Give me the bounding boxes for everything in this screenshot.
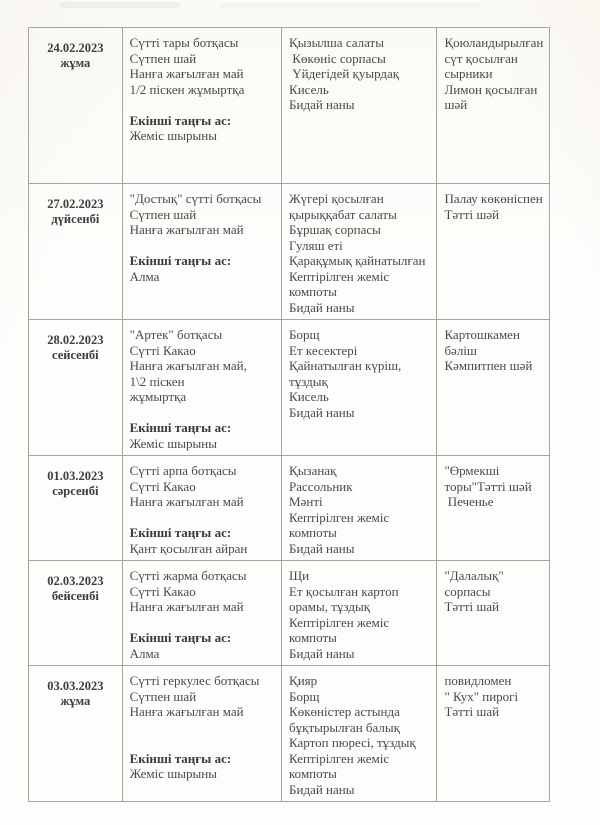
menu-item-line: Сүтті Какао [129, 342, 196, 358]
breakfast-cell [123, 666, 282, 801]
second-breakfast-label: Екінші таңғы ас: [129, 112, 232, 128]
second-breakfast-label: Екінші таңғы ас: [129, 420, 232, 435]
lunch-cell [282, 666, 437, 801]
date-cell [29, 561, 123, 665]
menu-item-line: Борщ [289, 327, 320, 342]
weekday-text: жұма [60, 694, 91, 708]
menu-item-line: 1/2 піскен жұмыртқа [129, 81, 245, 97]
menu-item-line: Қоюландырылған сүт қосылған сырники [444, 35, 547, 81]
menu-item-line: Тәтті шәй [444, 206, 500, 222]
menu-item-line: Лимон қосылған шәй [444, 81, 541, 112]
weekday-text: сейсенбі [52, 348, 99, 362]
menu-item-line: Қайнатылған күріш, тұздық [289, 358, 405, 389]
menu-item-line: Бидай наны [289, 645, 355, 661]
blank-line [130, 405, 278, 421]
menu-item-line: Щи [289, 568, 310, 583]
lunch-cell [282, 561, 437, 665]
menu-table [28, 27, 550, 802]
menu-item-line: Қызанақ [289, 463, 337, 478]
menu-item-line: Нанға жағылған май, [129, 358, 247, 373]
blank-line [130, 720, 278, 736]
date-text: 24.02.2023 [47, 41, 104, 55]
blank-line [130, 615, 278, 631]
table-row [29, 456, 549, 561]
menu-item-line: Сүтті Какао [129, 583, 196, 599]
menu-item-line: Нанға жағылған май [129, 704, 244, 719]
lunch-cell [282, 28, 437, 183]
menu-item-line: Кептірілген жеміс компоты [289, 750, 393, 781]
menu-item-line: Жүгері қосылған қырыққабат салаты [289, 191, 397, 222]
menu-item-line: Нанға жағылған май [129, 494, 244, 509]
scan-artifact [220, 3, 480, 8]
date-text: 03.03.2023 [47, 679, 104, 693]
menu-item-line: Қант қосылған айран [129, 540, 248, 556]
weekday-text: жұма [60, 56, 91, 70]
breakfast-cell [123, 28, 282, 183]
menu-item-line: повидломен [444, 673, 512, 688]
menu-item-line: Нанға жағылған май [129, 222, 244, 237]
date-text: 01.03.2023 [47, 469, 104, 483]
menu-item-line: Рассольник [289, 478, 353, 494]
menu-item-line: Алма [129, 645, 160, 661]
weekday-text: бейсенбі [51, 589, 99, 603]
lunch-cell [282, 456, 437, 560]
menu-item-line: Бидай наны [289, 781, 355, 797]
snack-cell [437, 666, 549, 801]
second-breakfast-label: Екінші таңғы ас: [129, 253, 232, 268]
weekday-text: сәрсенбі [52, 484, 99, 498]
menu-item-line: Мәнті [289, 494, 323, 509]
menu-item-line: Бидай наны [289, 540, 355, 556]
menu-item-line: Сүтпен шай [129, 206, 197, 222]
blank-line [130, 735, 278, 751]
date-cell [29, 28, 123, 183]
menu-item-line: Картоп пюресі, тұздық [289, 735, 416, 750]
menu-item-line: Жеміс шырыны [129, 766, 217, 781]
lunch-cell [282, 320, 437, 455]
menu-item-line: Бидай наны [289, 299, 355, 315]
blank-line [130, 238, 278, 254]
weekday-text: дүйсенбі [51, 212, 100, 226]
menu-item-line: Сүтті Какао [129, 478, 196, 494]
second-breakfast-label: Екінші таңғы ас: [129, 525, 232, 540]
menu-item-line: Ет қосылған картоп орамы, тұздық [289, 583, 402, 614]
menu-item-line: Бидай наны [289, 404, 355, 420]
menu-item-line: "Далалық" сорпасы [444, 568, 507, 599]
date-text: 28.02.2023 [47, 333, 104, 347]
table-row [29, 320, 549, 456]
breakfast-cell [123, 184, 282, 319]
menu-item-line: Алма [129, 268, 160, 284]
menu-item-line: "Артек" ботқасы [129, 327, 223, 342]
menu-item-line: Сүтпен шай [129, 688, 197, 704]
menu-item-line: жұмыртқа [129, 389, 187, 404]
date-text: 02.03.2023 [47, 574, 104, 588]
menu-item-line: "Өрмекші торы"Тәтті шәй [444, 463, 532, 494]
table-row [29, 28, 549, 184]
date-cell [29, 456, 123, 560]
scan-artifact [60, 2, 180, 8]
menu-item-line: Сүтті тары ботқасы [129, 35, 239, 50]
snack-cell [437, 184, 549, 319]
menu-item-line: Кептірілген жеміс компоты [289, 614, 393, 645]
menu-item-line: Қияр [289, 673, 318, 688]
menu-item-line: Қарақұмық қайнатылған [289, 253, 426, 268]
blank-line [130, 97, 278, 113]
menu-item-line: Сүтпен шай [129, 50, 197, 66]
menu-item-line: Борщ [289, 688, 320, 704]
date-cell [29, 320, 123, 455]
table-row [29, 561, 549, 666]
menu-item-line: 1\2 піскен [129, 373, 185, 389]
blank-line [130, 510, 278, 526]
snack-cell [437, 456, 549, 560]
breakfast-cell [123, 320, 282, 455]
menu-item-line: Нанға жағылған май [129, 66, 244, 81]
menu-item-line: Ет кесектері [289, 342, 358, 358]
menu-item-line: Кисель [289, 389, 329, 404]
menu-item-line: Көкөністер астында бұқтырылған балық [289, 704, 404, 735]
menu-item-line: Палау көкөніспен [444, 191, 543, 206]
second-breakfast-label: Екінші таңғы ас: [129, 750, 232, 766]
menu-item-line: Кептірілген жеміс компоты [289, 268, 393, 299]
date-text: 27.02.2023 [47, 197, 104, 211]
table-row [29, 184, 549, 320]
date-cell [29, 184, 123, 319]
menu-item-line: Жеміс шырыны [129, 435, 217, 451]
menu-item-line: Жеміс шырыны [129, 128, 217, 143]
menu-item-line: Кәмпитпен шәй [444, 358, 533, 373]
menu-item-line: Көкөніс сорпасы [289, 50, 386, 66]
breakfast-cell [123, 456, 282, 560]
menu-item-line: Картошкамен бәліш [444, 327, 524, 358]
menu-item-line: "Достық" сүтті ботқасы [129, 191, 262, 206]
menu-item-line: Кисель [289, 81, 329, 97]
menu-item-line: Қызылша салаты [289, 35, 384, 50]
menu-item-line: Бидай наны [289, 97, 355, 112]
menu-item-line: Сүтті геркулес ботқасы [129, 673, 260, 688]
second-breakfast-label: Екінші таңғы ас: [129, 630, 232, 645]
date-cell [29, 666, 123, 801]
snack-cell [437, 28, 549, 183]
menu-item-line: Сүтті жарма ботқасы [129, 568, 247, 583]
table-row [29, 666, 549, 801]
snack-cell [437, 320, 549, 455]
menu-item-line: Бұршақ сорпасы [289, 222, 381, 237]
menu-item-line: Тәтті шай [444, 599, 500, 614]
menu-item-line: " Кух" пирогі [444, 688, 519, 704]
menu-item-line: Печенье [444, 494, 494, 509]
menu-item-line: Тәтті шай [444, 704, 500, 719]
menu-item-line: Гуляш еті [289, 237, 343, 253]
menu-item-line: Үйдегідей қуырдақ [289, 66, 400, 81]
menu-item-line: Нанға жағылған май [129, 599, 244, 614]
menu-item-line: Кептірілген жеміс компоты [289, 509, 393, 540]
snack-cell [437, 561, 549, 665]
menu-item-line: Сүтті арпа ботқасы [129, 463, 237, 478]
lunch-cell [282, 184, 437, 319]
breakfast-cell [123, 561, 282, 665]
